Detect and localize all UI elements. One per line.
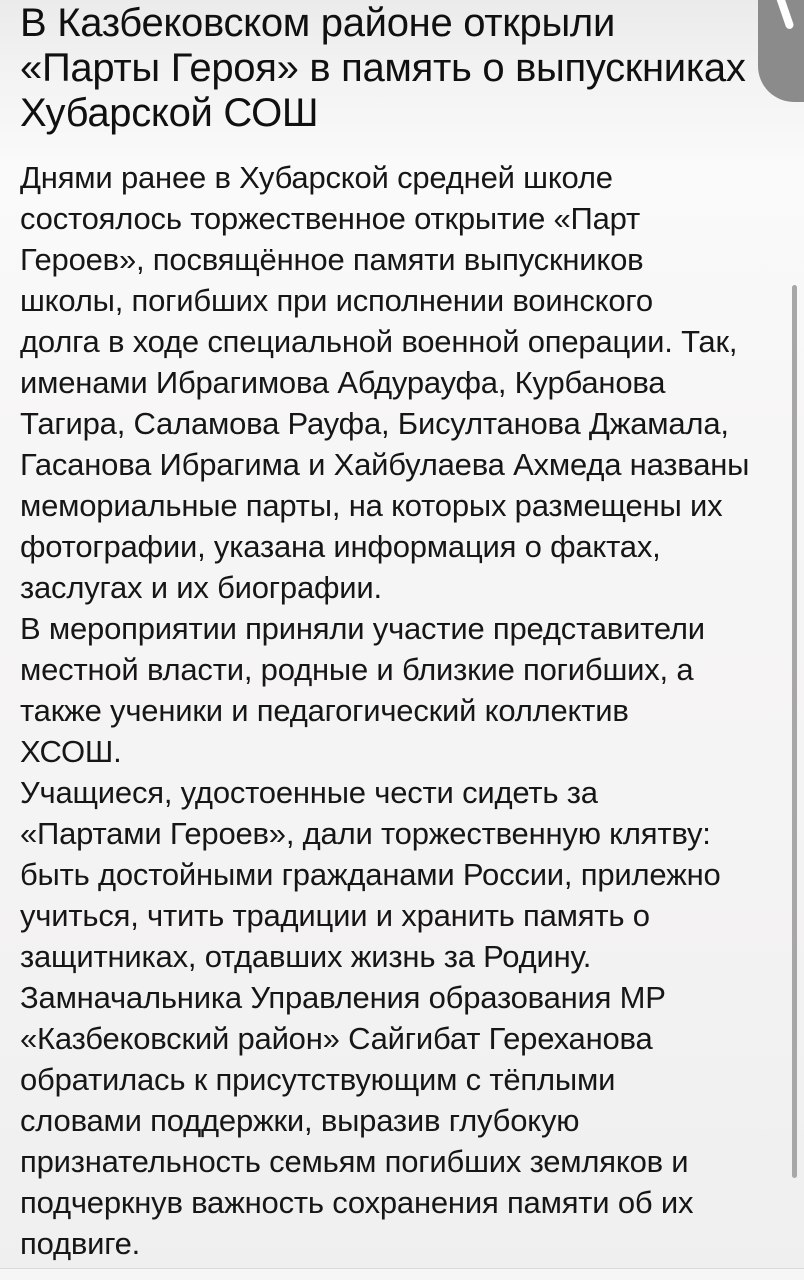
text-line: В мероприятии приняли участие представители: [20, 611, 705, 646]
text-line: Героев», посвящённое памяти выпускников: [20, 242, 644, 277]
text-line: Тагира, Саламова Рауфа, Бисултанова Джамала,: [20, 406, 729, 441]
text-line: Хубарской СОШ: [20, 91, 319, 135]
text-line: ХСОШ.: [20, 734, 122, 769]
text-line: школы, погибших при исполнении воинского: [20, 283, 653, 318]
text-line: Учащиеся, удостоенные чести сидеть за: [20, 775, 598, 810]
text-line: В Казбековском районе открыли: [20, 1, 615, 45]
text-line: состоялось торжественное открытие «Парт: [20, 201, 641, 236]
text-line: Гасанова Ибрагима и Хайбулаева Ахмеда названы: [20, 447, 750, 482]
text-line: именами Ибрагимова Абдурауфа, Курбанова: [20, 365, 666, 400]
text-line: заслугах и их биографии.: [20, 570, 382, 605]
text-line: защитниках, отдавших жизнь за Родину.: [20, 939, 592, 974]
text-line: признательность семьям погибших земляков и: [20, 1144, 689, 1179]
text-line: мемориальные парты, на которых размещены их: [20, 488, 723, 523]
text-line: также ученики и педагогический коллектив: [20, 693, 629, 728]
text-line: словами поддержки, выразив глубокую: [20, 1103, 580, 1138]
text-line: Замначальника Управления образования МР: [20, 980, 666, 1015]
article-title: [20, 1, 746, 136]
text-line: долга в ходе специальной военной операции. Так,: [20, 324, 738, 359]
text-line: учиться, чтить традиции и хранить память о: [20, 898, 650, 933]
scrollbar-thumb[interactable]: [792, 285, 797, 1178]
text-line: быть достойными гражданами России, прилежно: [20, 857, 721, 892]
text-line: фотографии, указана информация о фактах,: [20, 529, 661, 564]
text-line: подчеркнув важность сохранения памяти об их: [20, 1185, 694, 1220]
text-line: подвиге.: [20, 1226, 141, 1261]
text-line: «Казбековский район» Сайгибат Гереханова: [20, 1021, 653, 1056]
bottom-strip: [0, 1269, 804, 1280]
text-line: местной власти, родные и близкие погибших, а: [20, 652, 694, 687]
text-line: «Парты Героя» в память о выпускниках: [20, 46, 746, 90]
text-line: обратилась к присутствующим с тёплыми: [20, 1062, 616, 1097]
article-body: [20, 157, 749, 1264]
text-line: Днями ранее в Хубарской средней школе: [20, 160, 613, 195]
text-line: «Партами Героев», дали торжественную клятву:: [20, 816, 711, 851]
